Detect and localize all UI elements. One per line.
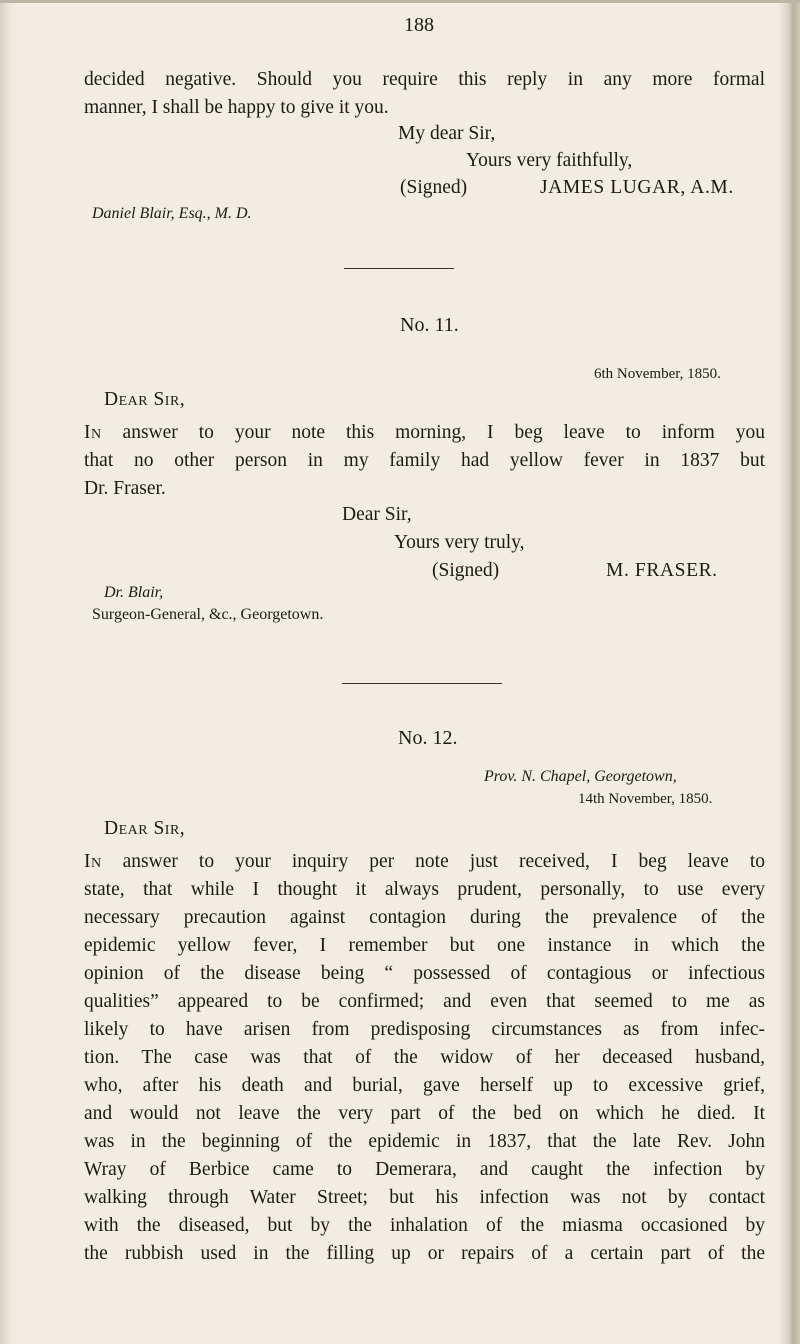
paragraph-line: necessary precaution against contagion during the prevalence of the bbox=[84, 907, 765, 928]
salutation: My dear Sir, bbox=[398, 123, 496, 144]
addressee: Daniel Blair, Esq., M. D. bbox=[92, 205, 252, 222]
paragraph-line: with the diseased, but by the inhalation of the miasma occasioned by bbox=[84, 1215, 765, 1236]
signed-label: (Signed) bbox=[400, 177, 468, 198]
salutation: Dear Sir, bbox=[104, 818, 186, 839]
paragraph-line: was in the beginning of the epidemic in 1837, that the late Rev. John bbox=[84, 1131, 765, 1152]
letter-heading: No. 11. bbox=[400, 314, 459, 336]
paragraph-line: and would not leave the very part of the bed on which he died. It bbox=[84, 1103, 765, 1124]
page-number: 188 bbox=[404, 14, 434, 36]
signed-label: (Signed) bbox=[432, 560, 500, 581]
page-left-edge bbox=[0, 0, 14, 1344]
paragraph-text: answer to your note this morning, I beg leave to inform you bbox=[101, 422, 765, 443]
letter-place: Prov. N. Chapel, Georgetown, bbox=[484, 768, 677, 785]
letter-date: 14th November, 1850. bbox=[578, 791, 713, 807]
paragraph-line: Dr. Fraser. bbox=[84, 478, 166, 499]
addressee: Dr. Blair, bbox=[104, 584, 164, 601]
drop-word: In bbox=[84, 422, 102, 443]
paragraph-line: walking through Water Street; but his infection was not by contact bbox=[84, 1187, 765, 1208]
closing: Dear Sir, bbox=[342, 504, 412, 525]
paragraph-line: epidemic yellow fever, I remember but one instance in which the bbox=[84, 935, 765, 956]
signer-name: JAMES LUGAR, A.M. bbox=[540, 177, 734, 198]
closing: Yours very truly, bbox=[394, 532, 525, 553]
section-divider bbox=[342, 683, 502, 684]
page-right-edge bbox=[778, 0, 800, 1344]
paragraph-line: opinion of the disease being “ possessed of contagious or infectious bbox=[84, 963, 765, 984]
signer-name: M. FRASER. bbox=[606, 560, 718, 581]
paragraph-line: likely to have arisen from predisposing circumstances as from infec- bbox=[84, 1019, 765, 1040]
paragraph-line: decided negative. Should you require this reply in any more formal bbox=[84, 69, 765, 90]
salutation: Dear Sir, bbox=[104, 389, 186, 410]
addressee: Surgeon-General, &c., Georgetown. bbox=[92, 606, 324, 623]
drop-word: In bbox=[84, 851, 102, 872]
letter-date: 6th November, 1850. bbox=[594, 366, 721, 382]
paragraph-text: answer to your inquiry per note just received, I beg leave to bbox=[101, 851, 765, 872]
section-divider bbox=[344, 268, 454, 269]
paragraph-line: tion. The case was that of the widow of her deceased husband, bbox=[84, 1047, 765, 1068]
paragraph-line: who, after his death and burial, gave herself up to excessive grief, bbox=[84, 1075, 765, 1096]
paragraph-line bbox=[84, 419, 765, 447]
paragraph-line: qualities” appeared to be confirmed; and even that seemed to me as bbox=[84, 991, 765, 1012]
paragraph-line: state, that while I thought it always prudent, personally, to use every bbox=[84, 879, 765, 900]
letter-heading: No. 12. bbox=[398, 727, 458, 749]
paragraph-line: Wray of Berbice came to Demerara, and caught the infection by bbox=[84, 1159, 765, 1180]
paragraph-line: the rubbish used in the filling up or repairs of a certain part of the bbox=[84, 1243, 765, 1264]
paragraph-line: manner, I shall be happy to give it you. bbox=[84, 97, 389, 118]
paragraph-line bbox=[84, 848, 765, 876]
closing: Yours very faithfully, bbox=[466, 150, 633, 171]
page-top-edge bbox=[0, 0, 800, 3]
paragraph-line: that no other person in my family had yellow fever in 1837 but bbox=[84, 450, 765, 471]
